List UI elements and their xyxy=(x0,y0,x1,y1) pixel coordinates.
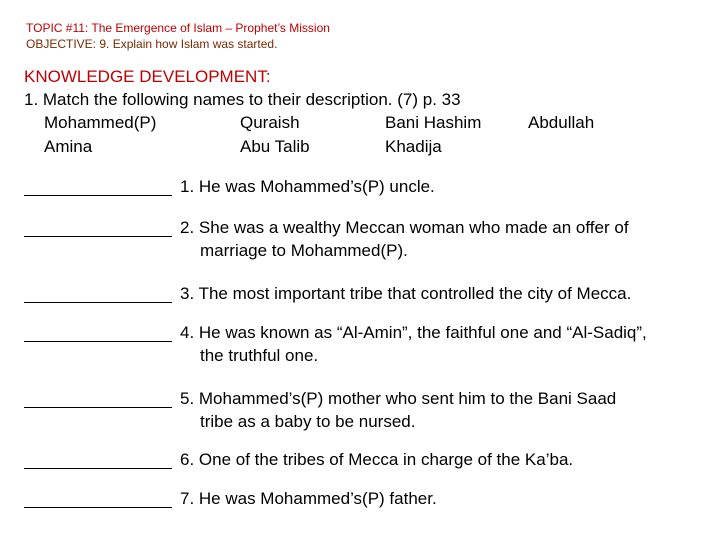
name-option: Amina xyxy=(44,137,93,156)
answer-blank[interactable] xyxy=(24,388,172,408)
topic-title: TOPIC #11: The Emergence of Islam – Prophet’s Mission xyxy=(26,21,330,35)
answer-blank[interactable] xyxy=(24,322,172,342)
section-title: KNOWLEDGE DEVELOPMENT: xyxy=(24,67,271,86)
question-text: 4. He was known as “Al-Amin”, the faithful one and “Al-Sadiq”, xyxy=(180,323,647,342)
question-text: 3. The most important tribe that controlled the city of Mecca. xyxy=(180,284,632,303)
question-text: 6. One of the tribes of Mecca in charge of the Ka’ba. xyxy=(180,450,574,469)
question-text: 7. He was Mohammed’s(P) father. xyxy=(180,489,437,508)
answer-blank[interactable] xyxy=(24,283,172,303)
question-text-continued: marriage to Mohammed(P). xyxy=(200,241,408,260)
name-option: Khadija xyxy=(385,137,442,156)
name-bank xyxy=(0,112,720,160)
name-option: Abu Talib xyxy=(240,137,310,156)
name-option: Bani Hashim xyxy=(385,113,482,132)
name-option: Quraish xyxy=(240,113,300,132)
answer-blank[interactable] xyxy=(24,449,172,469)
instruction-text: 1. Match the following names to their description. (7) p. 33 xyxy=(24,90,461,109)
question-text: 5. Mohammed’s(P) mother who sent him to the Bani Saad xyxy=(180,389,617,408)
name-option: Abdullah xyxy=(528,113,595,132)
question-text-continued: tribe as a baby to be nursed. xyxy=(200,412,416,431)
answer-blank[interactable] xyxy=(24,176,172,196)
question-text: 1. He was Mohammed’s(P) uncle. xyxy=(180,177,435,196)
header xyxy=(26,20,706,52)
question-text: 2. She was a wealthy Meccan woman who made an offer of xyxy=(180,218,629,237)
name-option: Mohammed(P) xyxy=(44,113,157,132)
answer-blank[interactable] xyxy=(24,488,172,508)
answer-blank[interactable] xyxy=(24,217,172,237)
question-text-continued: the truthful one. xyxy=(200,346,319,365)
objective-line: OBJECTIVE: 9. Explain how Islam was started. xyxy=(26,37,278,51)
